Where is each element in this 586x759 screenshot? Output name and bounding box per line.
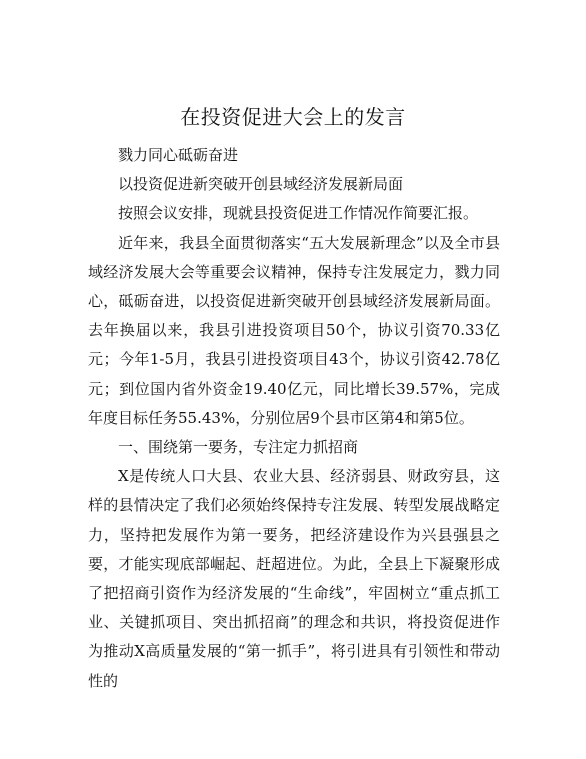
section-paragraph-1: X是传统人口大县、农业大县、经济弱县、财政穷县，这样的县情决定了我们必须始终保持专注发展、转型发展战略定力，坚持把发展作为第一要务，把经济建设作为兴县强县之要，才能实现底部崛起、赶超进位。为此，全县上下凝聚形成了把招商引资作为经济发展的“生命线”，牢固树立“重点抓工业、关键抓项目、突出抓招商”的理念和共识，将投资促进作为推动X高质量发展的“第一抓手”，将引进具有引领性和带动性的 <box>88 467 500 690</box>
document-body <box>88 141 500 696</box>
summary-paragraph: 近年来，我县全面贯彻落实“五大发展新理念”以及全市县域经济发展大会等重要会议精神，保持专注发展定力，戮力同心，砥砺奋进，以投资促进新突破开创县域经济发展新局面。去年换届以来，我县引进投资项目50个，协议引资70.33亿元；今年1-5月，我县引进投资项目43个，协议引资42.78亿元；到位国内省外资金19.40亿元，同比增长39.57%，完成年度目标任务55.43%，分别位居9个县市区第4和第5位。 <box>88 233 500 427</box>
section-heading-1: 一、围绕第一要务，专注定力抓招商 <box>118 438 359 457</box>
subtitle-line-1: 戮力同心砥砺奋进 <box>118 146 239 164</box>
document-title: 在投资促进大会上的发言 <box>180 105 406 129</box>
subtitle-line-2: 以投资促进新突破开创县域经济发展新局面 <box>118 175 404 194</box>
intro-paragraph: 按照会议安排，现就县投资促进工作情况作简要汇报。 <box>118 204 479 223</box>
